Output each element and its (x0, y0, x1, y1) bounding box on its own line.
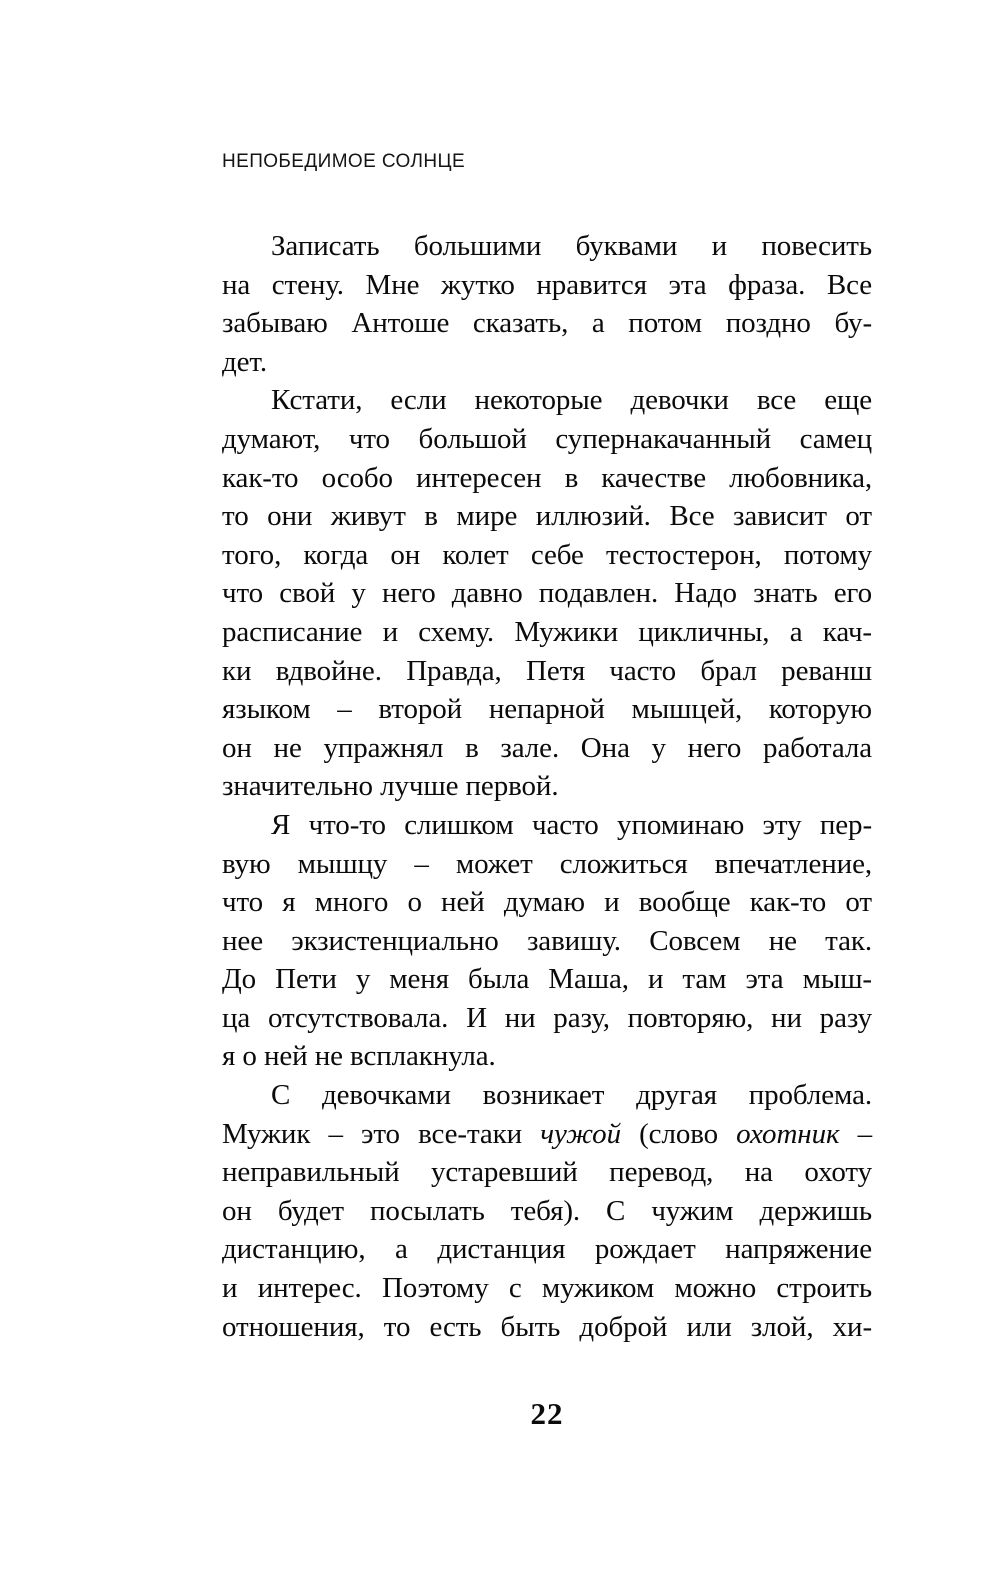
text-line: то они живут в мире иллюзий. Все зависит от (222, 500, 872, 533)
text-line: ца отсутствовала. И ни разу, повторяю, ни разу (222, 1001, 872, 1034)
text-line: С девочками возникает другая проблема. (271, 1079, 872, 1112)
text-line: расписание и схему. Мужики цикличны, а кач- (222, 615, 872, 648)
text-line: неправильный устаревший перевод, на охоту (222, 1156, 872, 1189)
text-line: нее экзистенциально завишу. Совсем не так. (222, 924, 872, 957)
text-line: отношения, то есть быть доброй или злой, хи- (222, 1310, 872, 1343)
text-line: что я много о ней думаю и вообще как-то от (222, 886, 872, 919)
running-head: НЕПОБЕДИМОЕ СОЛНЦЕ (222, 151, 466, 172)
text-line: дистанцию, а дистанция рождает напряжение (222, 1233, 872, 1266)
text-line: вую мышцу – может сложиться впечатление, (222, 847, 872, 880)
text-line: на стену. Мне жутко нравится эта фраза. Все (222, 268, 872, 301)
text-line: того, когда он колет себе тестостерон, потому (222, 538, 872, 571)
text-line: он не упражнял в зале. Она у него работала (222, 731, 872, 764)
text-line: Кстати, если некоторые девочки все еще (271, 384, 872, 417)
text-line: как-то особо интересен в качестве любовника, (222, 461, 872, 494)
italic-text: чужой (540, 1117, 621, 1150)
text-line: думают, что большой супернакачанный самец (222, 422, 872, 455)
text-line: и интерес. Поэтому с мужиком можно строить (222, 1272, 872, 1305)
text-line: что свой у него давно подавлен. Надо знать его (222, 577, 872, 610)
paragraph (222, 227, 872, 381)
text-line: Записать большими буквами и повесить (271, 230, 872, 262)
paragraph (222, 1076, 872, 1346)
text-line: дет. (222, 345, 267, 378)
text-line: значительно лучше первой. (222, 770, 559, 803)
page-number: 22 (530, 1396, 564, 1431)
text-line: ки вдвойне. Правда, Петя часто брал реванш (222, 654, 872, 687)
text-line: он будет посылать тебя). С чужим держишь (222, 1194, 872, 1227)
paragraph (222, 381, 872, 806)
text-line: Я что-то слишком часто упоминаю эту пер- (271, 808, 872, 841)
text-line: До Пети у меня была Маша, и там эта мыш- (222, 963, 872, 996)
text-line: забываю Антоше сказать, а потом поздно бу- (222, 307, 872, 340)
page-body (222, 227, 872, 1346)
italic-text: охотник (736, 1117, 840, 1150)
text-line: языком – второй непарной мышцей, которую (222, 693, 872, 726)
text-line: я о ней не всплакнула. (222, 1040, 496, 1073)
paragraph (222, 806, 872, 1076)
text-line: Мужик – это все-таки чужой (слово охотник – (222, 1117, 872, 1150)
